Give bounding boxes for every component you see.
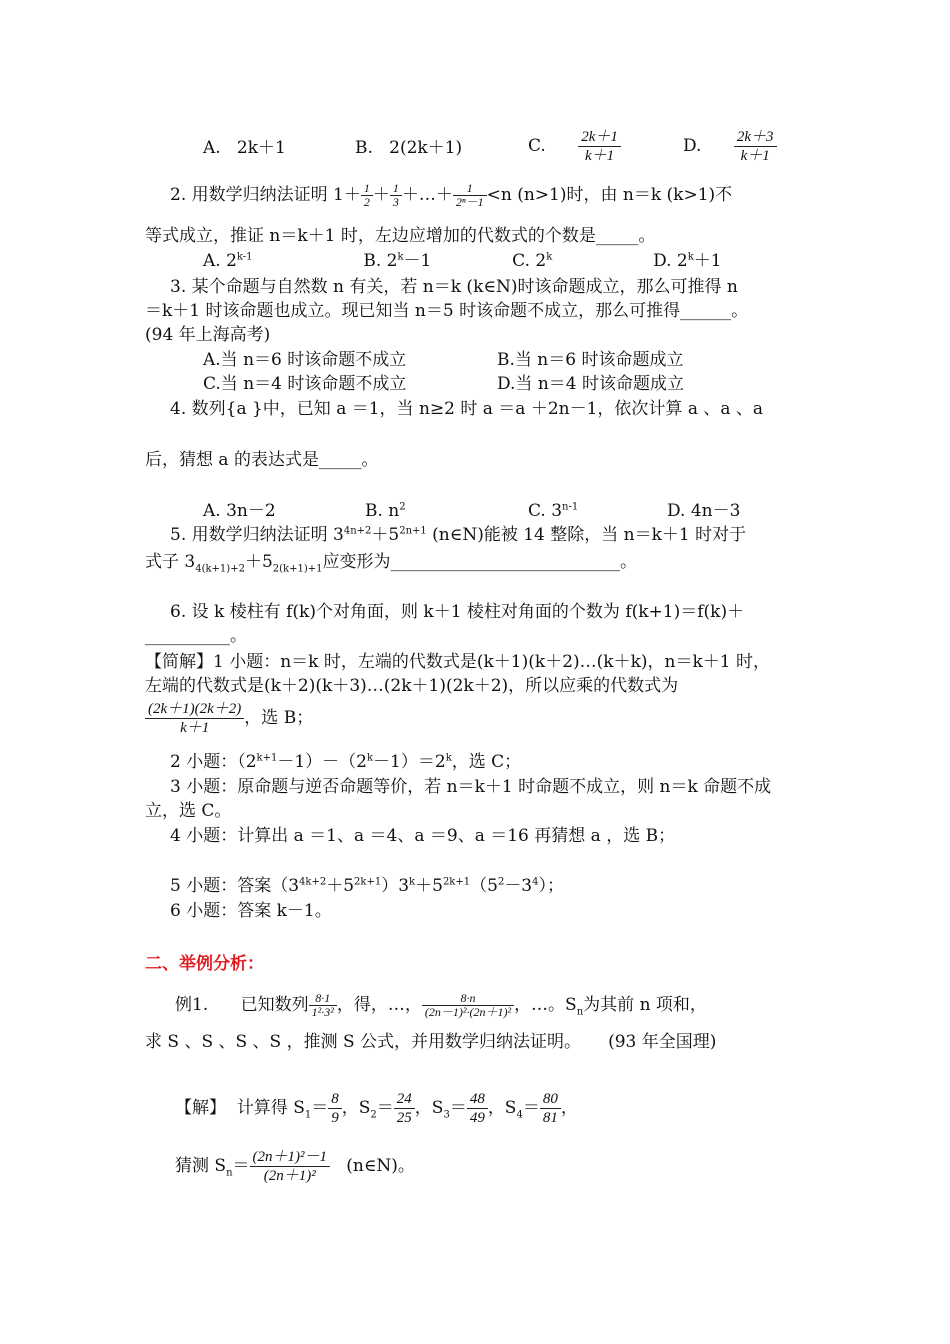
jianjie-q2: 2 小题：$(2^{k+1}-1)-(2^k-1)=2^k$，选 C； (170, 752, 522, 772)
q4-option-a: A. 3n－2 (203, 501, 276, 521)
q6-line1: 6. 设 k 棱柱有 f(k)个对角面，则 k＋1 棱柱对角面的个数为 f(k+1)＝f(k)＋ (170, 602, 745, 622)
q3-line3: (94 年上海高考) (145, 325, 271, 345)
jianjie-q5: 5 小题：答案$(3^{4k+2}+5^{2k+1})3^k+5^{2k+1}(5^2-3^4)$； (170, 876, 565, 896)
q1-c-fraction: $\frac{2k+1}{k+1}$ (578, 128, 621, 165)
q3-option-c: C.当 n＝4 时该命题不成立 (203, 374, 407, 394)
example1-fraction-2: $\frac{8\cdot n}{\text{(2n－1)²·(2n＋1)²}}$ (422, 992, 514, 1019)
s3-fraction: $\frac{48}{49}$ (467, 1090, 488, 1127)
q2-fraction-1: $\frac{1}{2}$ (361, 182, 373, 209)
jianjie-q4: 4 小题：计算出 a ＝1、a ＝4、a ＝9、a ＝16 再猜想 a ，选 B； (170, 826, 676, 846)
q2-fraction-3: $\frac{1}{\text{2ⁿ－1}}$ (453, 182, 487, 209)
jianjie-q3-line1: 3 小题：原命题与逆否命题等价，若 n＝k＋1 时命题不成立，则 n＝k 命题不成 (170, 777, 772, 797)
s2-fraction: $\frac{24}{25}$ (394, 1090, 415, 1127)
q4-option-d: D. 4n－3 (667, 501, 741, 521)
jianjie-fraction: $\frac{(2k+1)(2k+2)}{k+1}$ (145, 700, 244, 737)
s1-fraction: $\frac{8}{9}$ (328, 1090, 342, 1127)
jianjie-line2: 左端的代数式是(k＋2)(k＋3)…(2k＋1)(2k＋2)，所以应乘的代数式为 (145, 676, 679, 696)
example1-line2: 求 S 、S 、S 、S ，推测 S 公式，并用数学归纳法证明。 (93 年全国理) (145, 1032, 717, 1052)
q3-line2: ＝k＋1 时该命题也成立。现已知当 n＝5 时该命题不成立，那么可推得______。 (145, 301, 749, 321)
solution-line: 【解】 计算得 $S_1=$ $\frac{8}{9}$ ，$S_2=$ $\frac{24}{25}$ ，$S_3=$ $\frac{48}{49}$ ，$S_4=$ $\frac{80}{81}$ ， (175, 1091, 578, 1126)
q1-option-b: B. 2(2k＋1) (355, 138, 463, 158)
q4-option-c: C. 3$^{n-1}$ (528, 501, 579, 521)
q5-line1: 5. 用数学归纳法证明 $3^{4n+2}+5^{2n+1}$ (n∈N)能被 14 整除，当 n＝k＋1 时对于 (170, 525, 747, 545)
example1-fraction-1: $\frac{8\cdot 1}{\text{1²·3²}}$ (309, 992, 337, 1019)
q2-options: A. 2$^{k-1}$ B. $2^k-1$ C. 2$^k$ D. $2^k+1$ (203, 251, 722, 271)
q4-option-b: B. $n^2$ (365, 501, 406, 521)
q2-fraction-2: $\frac{1}{3}$ (390, 182, 402, 209)
q1-option-d: D. $\frac{2k+3}{k+1}$ (683, 128, 777, 165)
jianjie-q6: 6 小题：答案 k－1。 (170, 901, 332, 921)
q6-line2: __________。 (145, 626, 247, 646)
guess-fraction: $\frac{\text{(2n＋1)²－1}}{\text{(2n＋1)²}}$ (250, 1148, 331, 1185)
q3-line1: 3. 某个命题与自然数 n 有关，若 n＝k (k∈N)时该命题成立，那么可推得 n (170, 277, 738, 297)
example1-line1: 例1. 已知数列 $\frac{8\cdot 1}{\text{1²·3²}}$ ，得，…， $\frac{8\cdot n}{\text{(2n－1)²·(2n＋1)²}}$ ，…。$S_n$为其前 n 项和， (175, 991, 707, 1019)
jianjie-q3-line2: 立，选 C。 (145, 801, 232, 821)
guess-line: 猜测 $S_n=$ $\frac{\text{(2n＋1)²－1}}{\text{(2n＋1)²}}$ (n∈N)。 (175, 1149, 415, 1184)
q1-option-a: A. 2k＋1 (203, 138, 286, 158)
jianjie-line1: 【简解】1 小题：n＝k 时，左端的代数式是(k＋1)(k＋2)…(k＋k)，n＝k＋1 时， (145, 652, 770, 672)
section-heading: 二、举例分析： (145, 954, 264, 974)
q4-line2: 后，猜想 a 的表达式是_____。 (145, 450, 379, 470)
q1-d-fraction: $\frac{2k+3}{k+1}$ (734, 128, 777, 165)
q3-option-a: A.当 n＝6 时该命题不成立 (203, 350, 407, 370)
s4-fraction: $\frac{80}{81}$ (540, 1090, 561, 1127)
jianjie-fraction-line: $\frac{(2k+1)(2k+2)}{k+1}$ ，选 B； (145, 700, 313, 737)
q4-line1: 4. 数列{a }中，已知 a ＝1，当 n≥2 时 a ＝a ＋2n－1，依次计算 a 、a 、a (170, 399, 764, 419)
q1-option-c: C. $\frac{2k+1}{k+1}$ (528, 128, 621, 165)
q3-option-b: B.当 n＝6 时该命题成立 (497, 350, 684, 370)
q5-line2: 式子 $3_{4(k+1)+2}+5_{2(k+1)+1}$应变形为___________________________。 (145, 552, 637, 575)
q3-option-d: D.当 n＝4 时该命题成立 (497, 374, 684, 394)
q2-line2: 等式成立，推证 n＝k＋1 时，左边应增加的代数式的个数是_____。 (145, 226, 656, 246)
q2-line1: 2. 用数学归纳法证明 1＋ $\frac{1}{2}$ ＋ $\frac{1}{3}$ ＋…＋ $\frac{1}{\text{2ⁿ－1}}$ <n (n>1)时，由 n＝k (k>1)不 (170, 181, 733, 209)
